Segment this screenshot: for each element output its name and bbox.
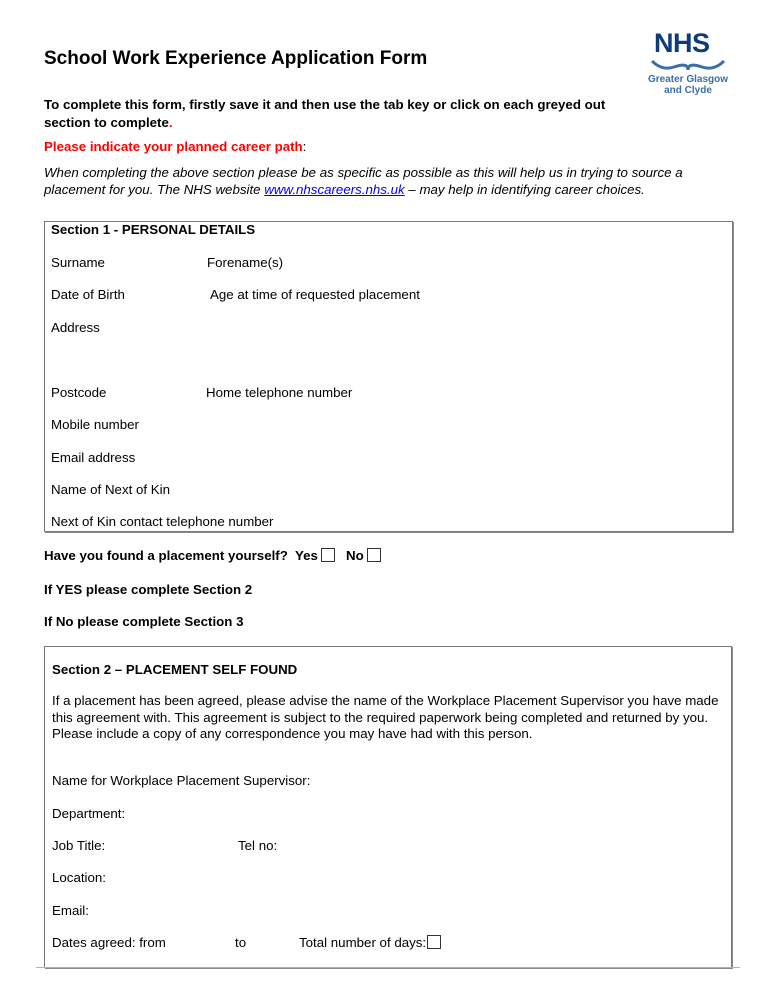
section-1-heading: Section 1 - PERSONAL DETAILS: [51, 222, 256, 237]
total-days-checkbox[interactable]: [427, 935, 441, 949]
yes-label: Yes: [295, 548, 318, 563]
address-field[interactable]: Address: [51, 320, 100, 335]
logo-brand: NHS: [654, 28, 710, 58]
no-checkbox[interactable]: [367, 548, 381, 562]
career-path-colon: :: [302, 139, 307, 154]
career-path-label: Please indicate your planned career path: [44, 139, 303, 154]
nhs-logo: [640, 28, 736, 100]
placement-question: [44, 548, 381, 563]
instructions-period: .: [168, 115, 173, 130]
next-of-kin-telephone-field[interactable]: Next of Kin contact telephone number: [51, 514, 274, 529]
if-yes-instruction: If YES please complete Section 2: [44, 582, 253, 597]
tel-no-field[interactable]: Tel no:: [238, 838, 278, 853]
career-path-prompt[interactable]: [44, 139, 306, 154]
career-note: [44, 165, 734, 198]
job-title-field[interactable]: Job Title:: [52, 838, 106, 853]
if-no-instruction: If No please complete Section 3: [44, 614, 244, 629]
instructions-text: To complete this form, firstly save it and then use the tab key or click on each greyed out section to complete: [44, 97, 606, 130]
nhs-careers-link[interactable]: www.nhscareers.nhs.uk: [264, 181, 405, 197]
section-2-paragraph: If a placement has been agreed, please advise the name of the Workplace Placement Supervisor you have made this agreement with. This agreement is subject to the required paperwork being completed and returned by you. Please include a copy of any correspondence you may have had with this person.: [52, 693, 719, 741]
logo-wave-icon: [650, 58, 726, 74]
total-days-label: Total number of days:: [299, 935, 427, 950]
instructions: [44, 96, 624, 132]
postcode-field[interactable]: Postcode: [51, 385, 107, 400]
surname-field[interactable]: Surname: [51, 255, 105, 270]
department-field[interactable]: Department:: [52, 806, 126, 821]
page-bottom-divider: [36, 967, 740, 968]
career-note-text-end: – may help in identifying career choices.: [404, 181, 645, 197]
logo-line-1: Greater Glasgow: [647, 74, 729, 85]
mobile-field[interactable]: Mobile number: [51, 417, 139, 432]
dob-field[interactable]: Date of Birth: [51, 287, 125, 302]
career-note-text: When completing the above section please be as specific as possible as this will help us in trying to source a placement for you. The NHS website: [44, 165, 683, 197]
page-title: School Work Experience Application Form: [44, 48, 428, 69]
email-field[interactable]: Email address: [51, 450, 136, 465]
next-of-kin-name-field[interactable]: Name of Next of Kin: [51, 482, 170, 497]
location-field[interactable]: Location:: [52, 870, 106, 885]
dates-from-field[interactable]: Dates agreed: from: [52, 935, 166, 950]
forenames-field[interactable]: Forename(s): [207, 255, 284, 270]
section-2-heading: Section 2 – PLACEMENT SELF FOUND: [52, 662, 298, 677]
no-label: No: [346, 548, 364, 563]
dates-to-field[interactable]: to: [235, 935, 247, 950]
yes-checkbox[interactable]: [321, 548, 335, 562]
placement-question-text: Have you found a placement yourself?: [44, 548, 288, 563]
logo-line-2: and Clyde: [664, 85, 712, 96]
home-telephone-field[interactable]: Home telephone number: [206, 385, 353, 400]
email-field-section-2[interactable]: Email:: [52, 903, 89, 918]
logo-subtitle: [640, 74, 736, 96]
total-days-field: [299, 935, 441, 950]
age-field[interactable]: Age at time of requested placement: [210, 287, 420, 302]
supervisor-name-field[interactable]: Name for Workplace Placement Supervisor:: [52, 773, 311, 788]
